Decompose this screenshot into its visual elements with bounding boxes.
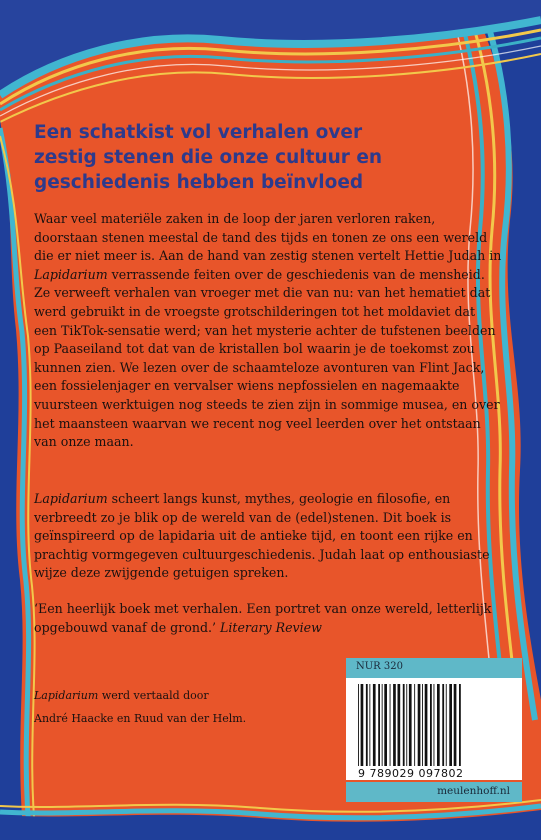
barcode-bar <box>425 684 428 766</box>
barcode-bar <box>361 684 364 766</box>
barcode-bar <box>378 684 380 766</box>
barcode-bar <box>422 684 423 766</box>
description-paragraph-1 <box>34 210 502 452</box>
barcode-bar <box>418 684 421 766</box>
translation-credit <box>34 684 334 730</box>
book-title: Lapidarium <box>34 689 99 702</box>
barcode-bar <box>369 684 370 766</box>
quote-source: Literary Review <box>220 619 322 635</box>
barcode-bar <box>382 684 383 766</box>
barcode-bar <box>414 684 415 766</box>
barcode-bar <box>434 684 435 766</box>
nur-code: NUR 320 <box>356 661 403 672</box>
credit-text: werd vertaald door <box>98 689 209 702</box>
barcode-bar <box>442 684 444 766</box>
barcode-bar <box>393 684 396 766</box>
barcode-bar <box>403 684 405 766</box>
barcode-bar <box>384 684 387 766</box>
barcode-bar <box>358 684 359 766</box>
barcode-bar <box>430 684 432 766</box>
barcode-bar <box>406 684 407 766</box>
paragraph-text: verrassende feiten over de geschiedenis van de mensheid. Ze verweeft verhalen van vroeger met die van nu: van het hematiet dat werd gebruikt in de vroegste grotschilderingen tot het moldaviet dat een TikTok-sensatie werd; van het mysterie achter de tufstenen beelden op Paaseiland tot dat van de kristallen bol waarin je de toekomst zou kunnen zien. We lezen over de schaamteloze avonturen van Flint Jack, een fossielenjager en vervalser wiens nepfossielen en nagemaakte vuursteen werktuigen nog steeds te zien zijn in sommige musea, en over het maansteen waarvan we recent nog veel leerden over het ontstaan van onze maan. <box>34 266 500 450</box>
barcode-icon <box>356 684 514 766</box>
nur-band <box>346 658 522 678</box>
headline-line: Een schatkist vol verhalen over <box>34 122 363 143</box>
barcode-bar <box>373 684 376 766</box>
translator-names: André Haacke en Ruud van der Helm. <box>34 712 247 725</box>
barcode-bar <box>454 684 457 766</box>
paragraph-text: Waar veel materiële zaken in de loop der jaren verloren raken, doorstaan stenen meestal de tand des tijds en tonen ze ons een wereld die er niet meer is. Aan de hand van zestig stenen vertelt Hettie Judah in <box>34 211 502 264</box>
headline-line: zestig stenen die onze cultuur en <box>34 147 383 168</box>
book-title: Lapidarium <box>34 491 108 506</box>
isbn-number: 9 789029 097802 <box>358 767 464 780</box>
quote-text: ‘Een heerlijk boek met verhalen. Een portret van onze wereld, letterlijk opgebouwd vanaf de grond.’ <box>34 601 492 635</box>
barcode-bar <box>459 684 461 766</box>
book-title: Lapidarium <box>34 266 108 282</box>
barcode-bar <box>449 684 452 766</box>
headline-line: geschiedenis hebben beïnvloed <box>34 172 364 193</box>
publisher-url: meulenhoff.nl <box>437 785 510 797</box>
review-quote <box>34 600 502 637</box>
paragraph-text: scheert langs kunst, mythes, geologie en filosofie, en verbreedt zo je blik op de wereld van de (edel)stenen. Dit boek is geïnspireerd op de lapidaria uit de antieke tijd, en toont een rijke en prachtig vormgegeven cultuurgeschiedenis. Judah laat op enthousiaste wijze deze zwijgende getuigen spreken. <box>34 491 490 581</box>
barcode-bar <box>437 684 440 766</box>
barcode-bar <box>446 684 447 766</box>
headline <box>34 120 484 195</box>
barcode-bar <box>390 684 391 766</box>
description-paragraph-2 <box>34 490 502 583</box>
barcode-bar <box>398 684 401 766</box>
publisher-band <box>346 782 522 802</box>
barcode-bar <box>409 684 412 766</box>
barcode-bar <box>366 684 368 766</box>
